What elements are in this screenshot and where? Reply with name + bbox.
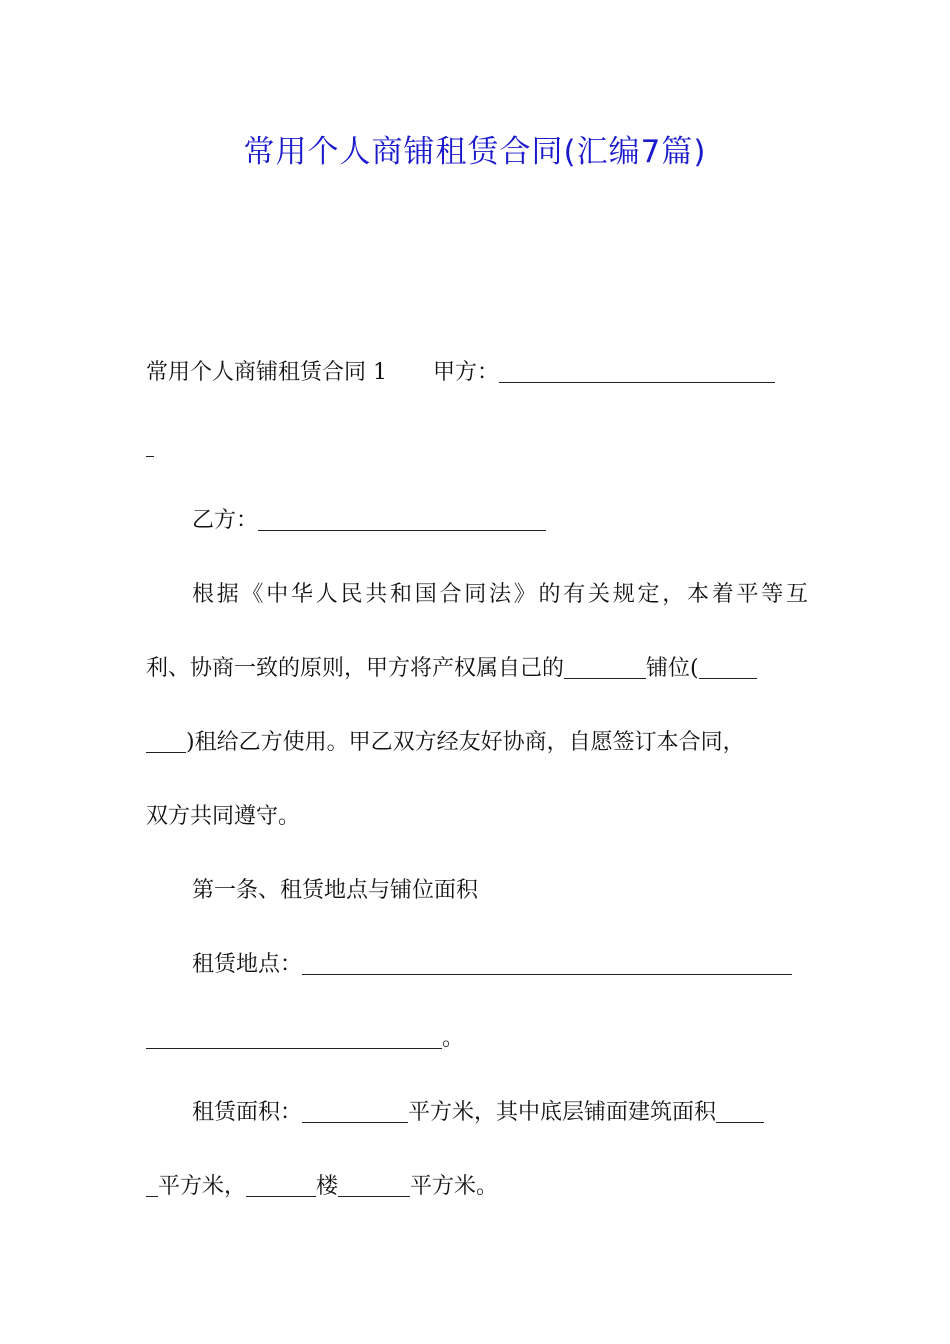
party-b-line: [146, 484, 808, 558]
location-line-continuation: [146, 1002, 808, 1076]
preamble-line-3: [146, 706, 808, 780]
floor-number-blank[interactable]: [246, 1174, 316, 1197]
contract-name: 常用个人商铺租赁合同 1: [146, 360, 387, 385]
party-a-blank-tail[interactable]: [146, 434, 154, 457]
party-b-label: 乙方：: [192, 508, 259, 533]
document-body: [146, 336, 808, 1224]
location-line: [146, 928, 808, 1002]
party-b-blank[interactable]: [258, 508, 546, 531]
article-1-heading: 第一条、租赁地点与铺位面积: [192, 878, 479, 903]
document-title: 常用个人商铺租赁合同(汇编7篇): [243, 134, 707, 170]
location-blank[interactable]: [302, 952, 792, 975]
shop-number-blank-tail[interactable]: [146, 730, 186, 753]
shop-number-blank[interactable]: [699, 656, 757, 679]
area-label: 租赁面积：: [192, 1100, 303, 1125]
area-unit-2: 平方米，: [158, 1174, 247, 1199]
party-a-label: 甲方：: [433, 360, 500, 385]
preamble-line-1: [146, 558, 808, 632]
party-a-blank-continuation: [146, 410, 808, 484]
total-area-blank[interactable]: [302, 1100, 408, 1123]
preamble-text-2a: 利、协商一致的原则，甲方将产权属自己的: [146, 656, 565, 681]
area-unit-1: 平方米，其中底层铺面建筑面积: [408, 1100, 717, 1125]
article-1-heading-line: [146, 854, 808, 928]
party-a-blank[interactable]: [499, 360, 775, 383]
preamble-text-1: 根据《中华人民共和国合同法》的有关规定，本着平等互: [192, 582, 808, 607]
preamble-text-2b: 铺位(: [646, 656, 699, 681]
location-blank-tail[interactable]: [146, 1026, 442, 1049]
contract-heading-line: [146, 336, 808, 410]
preamble-line-4: [146, 780, 808, 854]
area-unit-3: 平方米。: [410, 1174, 499, 1199]
location-end: 。: [442, 1026, 465, 1051]
area-line: [146, 1076, 808, 1150]
shop-name-blank[interactable]: [564, 656, 646, 679]
preamble-text-3: )租给乙方使用。甲乙双方经友好协商，自愿签订本合同，: [186, 730, 745, 755]
floor-label: 楼: [316, 1174, 339, 1199]
preamble-line-2: [146, 632, 808, 706]
floor-area-blank[interactable]: [338, 1174, 410, 1197]
location-label: 租赁地点：: [192, 952, 303, 977]
ground-floor-area-blank[interactable]: [716, 1100, 764, 1123]
area-line-continuation: [146, 1150, 808, 1224]
ground-floor-area-blank-tail[interactable]: [146, 1174, 158, 1197]
preamble-text-4: 双方共同遵守。: [146, 804, 301, 829]
